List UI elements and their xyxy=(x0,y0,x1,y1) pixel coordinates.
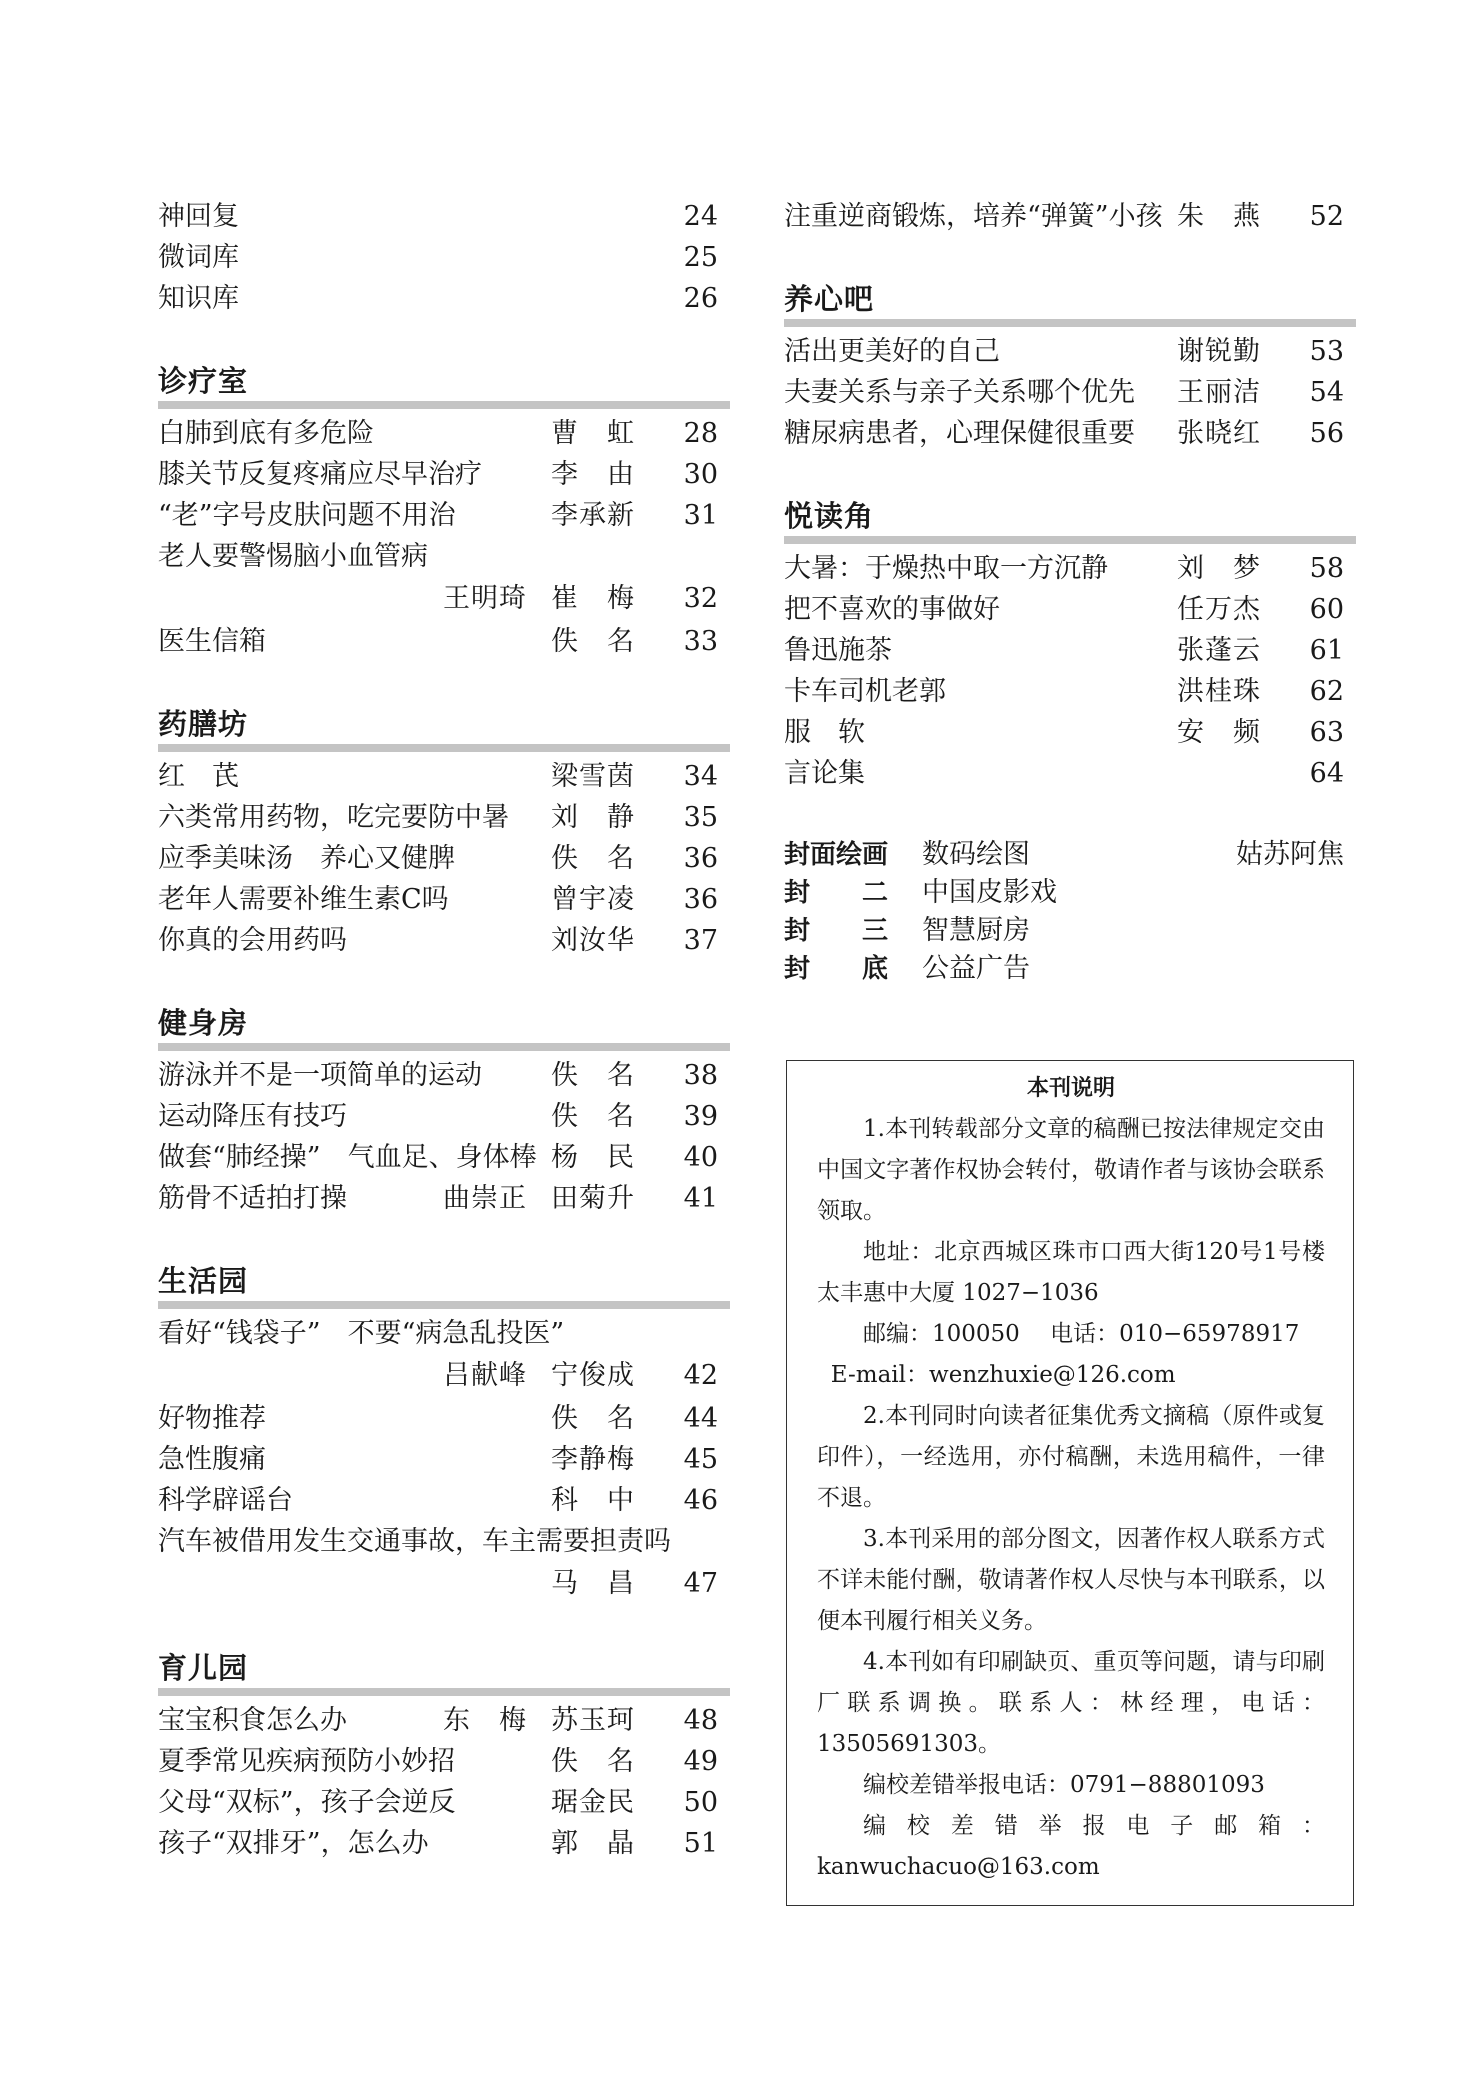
notice-address: 地址：北京西城区珠市口西大街120号1号楼太丰惠中大厦 1027−1036 xyxy=(817,1239,1325,1306)
toc-entry-title: 活出更美好的自己 xyxy=(784,336,1000,367)
section-divider xyxy=(158,1043,730,1051)
notice-email: E-mail：wenzhuxie@126.com xyxy=(830,1362,1176,1388)
toc-entry-page: 44 xyxy=(683,1403,718,1434)
toc-entry-page: 48 xyxy=(683,1705,718,1736)
toc-entry-title: 知识库 xyxy=(158,283,239,314)
toc-entry xyxy=(158,920,730,961)
toc-entry-author: 杨 民 xyxy=(551,1142,635,1173)
toc-entry xyxy=(158,1137,730,1178)
toc-entry-title: 看好“钱袋子” 不要“病急乱投医” xyxy=(158,1318,565,1349)
toc-entry xyxy=(158,454,730,495)
toc-entry-title: 科学辟谣台 xyxy=(158,1485,293,1516)
cover-credit-label: 封 底 xyxy=(784,954,889,984)
toc-entry xyxy=(158,237,730,278)
toc-entry xyxy=(158,879,730,920)
toc-entry-author: 谢锐勤 xyxy=(1177,336,1261,367)
toc-entry-title: 注重逆商锻炼，培养“弹簧”小孩 xyxy=(784,201,1163,232)
toc-entry-page: 58 xyxy=(1309,553,1344,584)
notice-item-2: 2.本刊同时向读者征集优秀文摘稿（原件或复印件），一经选用，亦付稿酬，未选用稿件，一律不退。 xyxy=(817,1403,1325,1511)
toc-entry-coauthor: 吕献峰 xyxy=(443,1360,527,1391)
toc-entry-author: 曹 虹 xyxy=(551,418,635,449)
toc-entry-title: 神回复 xyxy=(158,201,239,232)
toc-entry-page: 25 xyxy=(683,242,718,273)
toc-entry-page: 50 xyxy=(683,1787,718,1818)
toc-entry-page: 36 xyxy=(683,884,718,915)
toc-entry-page: 41 xyxy=(683,1183,718,1214)
notice-error-email: 编校差错举报电子邮箱：kanwuchacuo@163.com xyxy=(817,1813,1325,1880)
toc-entry-page: 45 xyxy=(683,1444,718,1475)
toc-entry-title: 白肺到底有多危险 xyxy=(158,418,374,449)
toc-entry-author: 科 中 xyxy=(551,1485,635,1516)
section-title: 生活园 xyxy=(158,1264,249,1298)
toc-entry-author: 李 由 xyxy=(551,459,635,490)
toc-entry-title: 筋骨不适拍打操 xyxy=(158,1183,347,1214)
toc-entry-title: 老年人需要补维生素C吗 xyxy=(158,884,449,915)
toc-entry xyxy=(158,1823,730,1864)
toc-entry xyxy=(158,1521,730,1562)
toc-entry xyxy=(158,1480,730,1521)
toc-entry-author: 安 频 xyxy=(1177,717,1261,748)
toc-entry-title: 红 芪 xyxy=(158,761,239,792)
toc-entry xyxy=(158,536,730,577)
cover-credit-author: 姑苏阿焦 xyxy=(1236,839,1344,870)
toc-entry xyxy=(784,196,1356,237)
cover-credit-value: 公益广告 xyxy=(922,953,1030,984)
section-divider xyxy=(158,1688,730,1696)
toc-entry-page: 52 xyxy=(1309,201,1344,232)
toc-entry-author: 佚 名 xyxy=(551,1403,635,1434)
toc-entry-title: 你真的会用药吗 xyxy=(158,925,347,956)
section-divider xyxy=(784,536,1356,544)
toc-entry xyxy=(158,1700,730,1741)
toc-entry-author: 田菊升 xyxy=(551,1183,635,1214)
toc-entry-author: 刘 梦 xyxy=(1177,553,1261,584)
notice-box xyxy=(786,1060,1354,1906)
toc-entry-page: 37 xyxy=(683,925,718,956)
toc-entry-title: 大暑：于燥热中取一方沉静 xyxy=(784,553,1108,584)
toc-entry xyxy=(158,1096,730,1137)
toc-entry-page: 34 xyxy=(683,761,718,792)
toc-entry xyxy=(158,413,730,454)
toc-entry-author: 李静梅 xyxy=(551,1444,635,1475)
toc-entry-page: 49 xyxy=(683,1746,718,1777)
toc-entry-title: 孩子“双排牙”，怎么办 xyxy=(158,1828,429,1859)
toc-entry-title: 父母“双标”，孩子会逆反 xyxy=(158,1787,456,1818)
toc-entry-page: 64 xyxy=(1309,758,1344,789)
toc-entry-author: 佚 名 xyxy=(551,843,635,874)
toc-entry-title: 言论集 xyxy=(784,758,865,789)
toc-entry-page: 33 xyxy=(683,626,718,657)
toc-entry xyxy=(158,1741,730,1782)
toc-entry-title: 游泳并不是一项简单的运动 xyxy=(158,1060,482,1091)
toc-entry-page: 28 xyxy=(683,418,718,449)
toc-entry-author: 琚金民 xyxy=(551,1787,635,1818)
toc-entry-author: 佚 名 xyxy=(551,626,635,657)
toc-entry-page: 26 xyxy=(683,283,718,314)
toc-entry-page: 53 xyxy=(1309,336,1344,367)
toc-entry xyxy=(784,372,1356,413)
toc-entry-title: 好物推荐 xyxy=(158,1403,266,1434)
cover-credit-row xyxy=(784,836,1356,874)
toc-entry-author: 宁俊成 xyxy=(551,1360,635,1391)
toc-entry xyxy=(784,413,1356,454)
toc-entry-page: 35 xyxy=(683,802,718,833)
toc-entry-author: 马 昌 xyxy=(551,1568,635,1599)
toc-entry xyxy=(158,1439,730,1480)
toc-entry xyxy=(784,671,1356,712)
toc-entry xyxy=(158,1055,730,1096)
cover-credit-value: 数码绘图 xyxy=(922,839,1030,870)
toc-entry-author: 佚 名 xyxy=(551,1101,635,1132)
toc-entry-page: 32 xyxy=(683,583,718,614)
toc-entry xyxy=(158,756,730,797)
toc-entry-author: 崔 梅 xyxy=(551,583,635,614)
cover-credit-row xyxy=(784,950,1356,988)
section-title: 健身房 xyxy=(158,1006,249,1040)
toc-entry-author: 刘汝华 xyxy=(551,925,635,956)
toc-entry-page: 42 xyxy=(683,1360,718,1391)
toc-entry xyxy=(158,495,730,536)
toc-entry-title: 糖尿病患者，心理保健很重要 xyxy=(784,418,1135,449)
toc-entry-coauthor: 曲崇正 xyxy=(443,1183,527,1214)
section-title: 悦读角 xyxy=(784,499,875,533)
toc-entry-authors xyxy=(158,577,730,621)
toc-entry-page: 60 xyxy=(1309,594,1344,625)
toc-entry-author: 曾宇凌 xyxy=(551,884,635,915)
cover-credit-label: 封面绘画 xyxy=(784,840,889,870)
toc-entry-author: 朱 燕 xyxy=(1177,201,1261,232)
toc-right-column xyxy=(784,196,1356,988)
toc-entry-page: 63 xyxy=(1309,717,1344,748)
toc-entry xyxy=(784,630,1356,671)
notice-postcode-phone: 邮编：100050 电话：010−65978917 xyxy=(863,1321,1300,1347)
toc-entry-title: 夏季常见疾病预防小妙招 xyxy=(158,1746,455,1777)
toc-entry-title: 应季美味汤 养心又健脾 xyxy=(158,843,455,874)
toc-entry xyxy=(158,1782,730,1823)
toc-entry-author: 佚 名 xyxy=(551,1746,635,1777)
toc-entry-authors xyxy=(158,1562,730,1606)
toc-entry-title: 做套“肺经操” 气血足、身体棒 xyxy=(158,1142,537,1173)
cover-credit-value: 中国皮影戏 xyxy=(922,877,1057,908)
notice-error-phone: 编校差错举报电话：0791−88801093 xyxy=(863,1772,1265,1798)
toc-entry-page: 38 xyxy=(683,1060,718,1091)
toc-entry xyxy=(784,548,1356,589)
toc-entry-page: 36 xyxy=(683,843,718,874)
toc-entry-page: 31 xyxy=(683,500,718,531)
toc-entry-title: 汽车被借用发生交通事故，车主需要担责吗 xyxy=(158,1526,671,1557)
toc-entry-page: 51 xyxy=(683,1828,718,1859)
toc-entry-title: 夫妻关系与亲子关系哪个优先 xyxy=(784,377,1135,408)
toc-entry xyxy=(784,712,1356,753)
toc-entry-coauthor: 王明琦 xyxy=(443,583,527,614)
cover-credit-value: 智慧厨房 xyxy=(922,915,1030,946)
toc-entry-title: 膝关节反复疼痛应尽早治疗 xyxy=(158,459,482,490)
toc-entry-page: 56 xyxy=(1309,418,1344,449)
toc-entry-page: 62 xyxy=(1309,676,1344,707)
cover-credit-label: 封 三 xyxy=(784,916,889,946)
section-divider xyxy=(784,319,1356,327)
notice-item-4: 4.本刊如有印刷缺页、重页等问题，请与印刷厂联系调换。联系人：林经理，电话：13505691303。 xyxy=(817,1649,1325,1757)
section-title: 养心吧 xyxy=(784,282,875,316)
toc-entry-page: 30 xyxy=(683,459,718,490)
toc-entry-title: “老”字号皮肤问题不用治 xyxy=(158,500,456,531)
toc-entry-title: 卡车司机老郭 xyxy=(784,676,946,707)
toc-entry-page: 54 xyxy=(1309,377,1344,408)
toc-entry xyxy=(784,589,1356,630)
toc-entry-title: 微词库 xyxy=(158,242,239,273)
toc-entry-author: 佚 名 xyxy=(551,1060,635,1091)
toc-entry xyxy=(158,621,730,662)
toc-entry-title: 把不喜欢的事做好 xyxy=(784,594,1000,625)
section-divider xyxy=(158,1301,730,1309)
toc-entry-title: 服 软 xyxy=(784,717,865,748)
toc-entry-authors xyxy=(158,1354,730,1398)
toc-entry-page: 46 xyxy=(683,1485,718,1516)
notice-item-1: 1.本刊转载部分文章的稿酬已按法律规定交由中国文字著作权协会转付，敬请作者与该协会联系领取。 xyxy=(817,1116,1325,1224)
toc-entry-title: 宝宝积食怎么办 xyxy=(158,1705,347,1736)
cover-credits xyxy=(784,836,1356,988)
toc-entry xyxy=(158,1398,730,1439)
toc-entry-page: 61 xyxy=(1309,635,1344,666)
toc-left-column xyxy=(158,196,730,1864)
toc-entry xyxy=(784,331,1356,372)
cover-credit-label: 封 二 xyxy=(784,878,889,908)
toc-entry xyxy=(158,797,730,838)
cover-credit-row xyxy=(784,874,1356,912)
toc-entry-title: 运动降压有技巧 xyxy=(158,1101,347,1132)
toc-entry-title: 鲁迅施茶 xyxy=(784,635,892,666)
toc-entry-page: 40 xyxy=(683,1142,718,1173)
toc-entry xyxy=(158,278,730,319)
section-divider xyxy=(158,744,730,752)
toc-entry-title: 老人要警惕脑小血管病 xyxy=(158,541,428,572)
toc-entry-author: 郭 晶 xyxy=(551,1828,635,1859)
section-title: 诊疗室 xyxy=(158,364,249,398)
toc-entry xyxy=(158,1313,730,1354)
toc-entry-page: 39 xyxy=(683,1101,718,1132)
section-divider xyxy=(158,401,730,409)
toc-entry-title: 医生信箱 xyxy=(158,626,266,657)
toc-entry xyxy=(158,838,730,879)
section-title: 药膳坊 xyxy=(158,707,249,741)
toc-entry-author: 洪桂珠 xyxy=(1177,676,1261,707)
toc-entry-page: 47 xyxy=(683,1568,718,1599)
section-title: 育儿园 xyxy=(158,1651,249,1685)
cover-credit-row xyxy=(784,912,1356,950)
notice-item-3: 3.本刊采用的部分图文，因著作权人联系方式不详未能付酬，敬请著作权人尽快与本刊联系，以便本刊履行相关义务。 xyxy=(817,1526,1325,1634)
toc-entry-author: 李承新 xyxy=(551,500,635,531)
toc-entry-author: 任万杰 xyxy=(1177,594,1261,625)
toc-entry-author: 王丽洁 xyxy=(1177,377,1261,408)
toc-entry-title: 六类常用药物，吃完要防中暑 xyxy=(158,802,509,833)
toc-entry-coauthor: 东 梅 xyxy=(443,1705,527,1736)
toc-entry-author: 刘 静 xyxy=(551,802,635,833)
toc-entry-author: 苏玉珂 xyxy=(551,1705,635,1736)
notice-title: 本刊说明 xyxy=(1026,1076,1115,1101)
toc-entry-author: 张蓬云 xyxy=(1177,635,1261,666)
toc-entry-author: 张晓红 xyxy=(1177,418,1261,449)
toc-entry-author: 梁雪茵 xyxy=(551,761,635,792)
toc-entry-title: 急性腹痛 xyxy=(158,1444,266,1475)
toc-entry xyxy=(784,753,1356,794)
toc-entry xyxy=(158,196,730,237)
toc-entry xyxy=(158,1178,730,1219)
toc-entry-page: 24 xyxy=(683,201,718,232)
